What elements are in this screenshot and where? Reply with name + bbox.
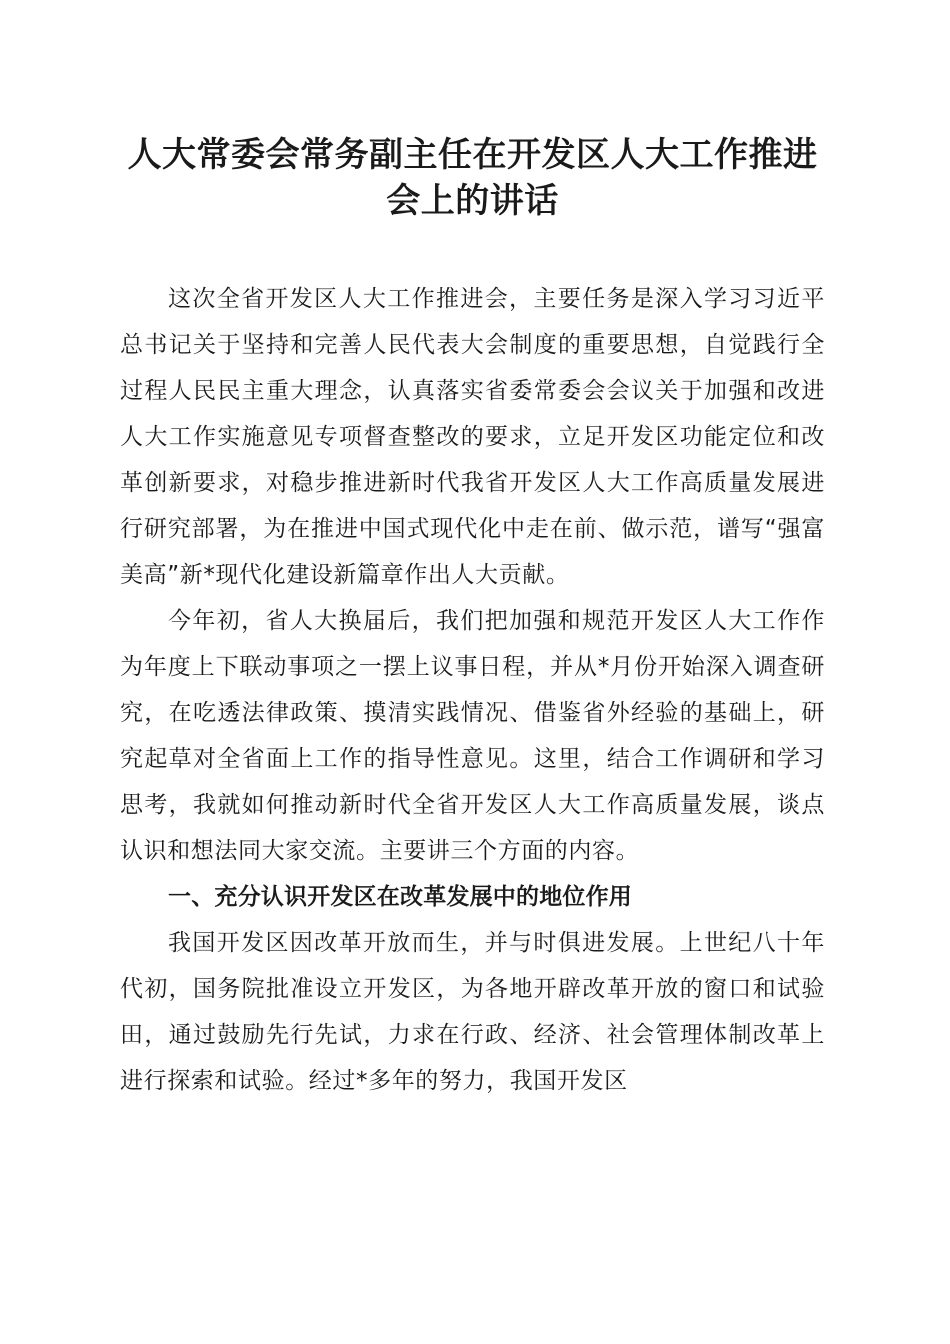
document-title [112, 132, 833, 224]
body-paragraph-1: 这次全省开发区人大工作推进会，主要任务是深入学习习近平总书记关于坚持和完善人民代表大会制度的重要思想，自觉践行全过程人民民主重大理念，认真落实省委常委会会议关于加强和改进人大工作实施意见专项督查整改的要求，立足开发区功能定位和改革创新要求，对稳步推进新时代我省开发区人大工作高质量发展进行研究部署，为在推进中国式现代化中走在前、做示范，谱写“强富美高”新*现代化建设新篇章作出人大贡献。 [120, 286, 825, 588]
section-heading-1: 一、充分认识开发区在改革发展中的地位作用 [168, 884, 632, 910]
title-line-2: 会上的讲话 [386, 181, 559, 221]
body-paragraph-2: 今年初，省人大换届后，我们把加强和规范开发区人大工作作为年度上下联动事项之一摆上议事日程，并从*月份开始深入调查研究，在吃透法律政策、摸清实践情况、借鉴省外经验的基础上，研究起草对全省面上工作的指导性意见。这里，结合工作调研和学习思考，我就如何推动新时代全省开发区人大工作高质量发展，谈点认识和想法同大家交流。主要讲三个方面的内容。 [120, 608, 825, 864]
document-body [120, 276, 825, 1104]
section-paragraph-1: 我国开发区因改革开放而生，并与时俱进发展。上世纪八十年代初，国务院批准设立开发区，为各地开辟改革开放的窗口和试验田，通过鼓励先行先试，力求在行政、经济、社会管理体制改革上进行探索和试验。经过*多年的努力，我国开发区 [120, 930, 825, 1094]
title-line-1: 人大常委会常务副主任在开发区人大工作推进 [127, 135, 818, 175]
